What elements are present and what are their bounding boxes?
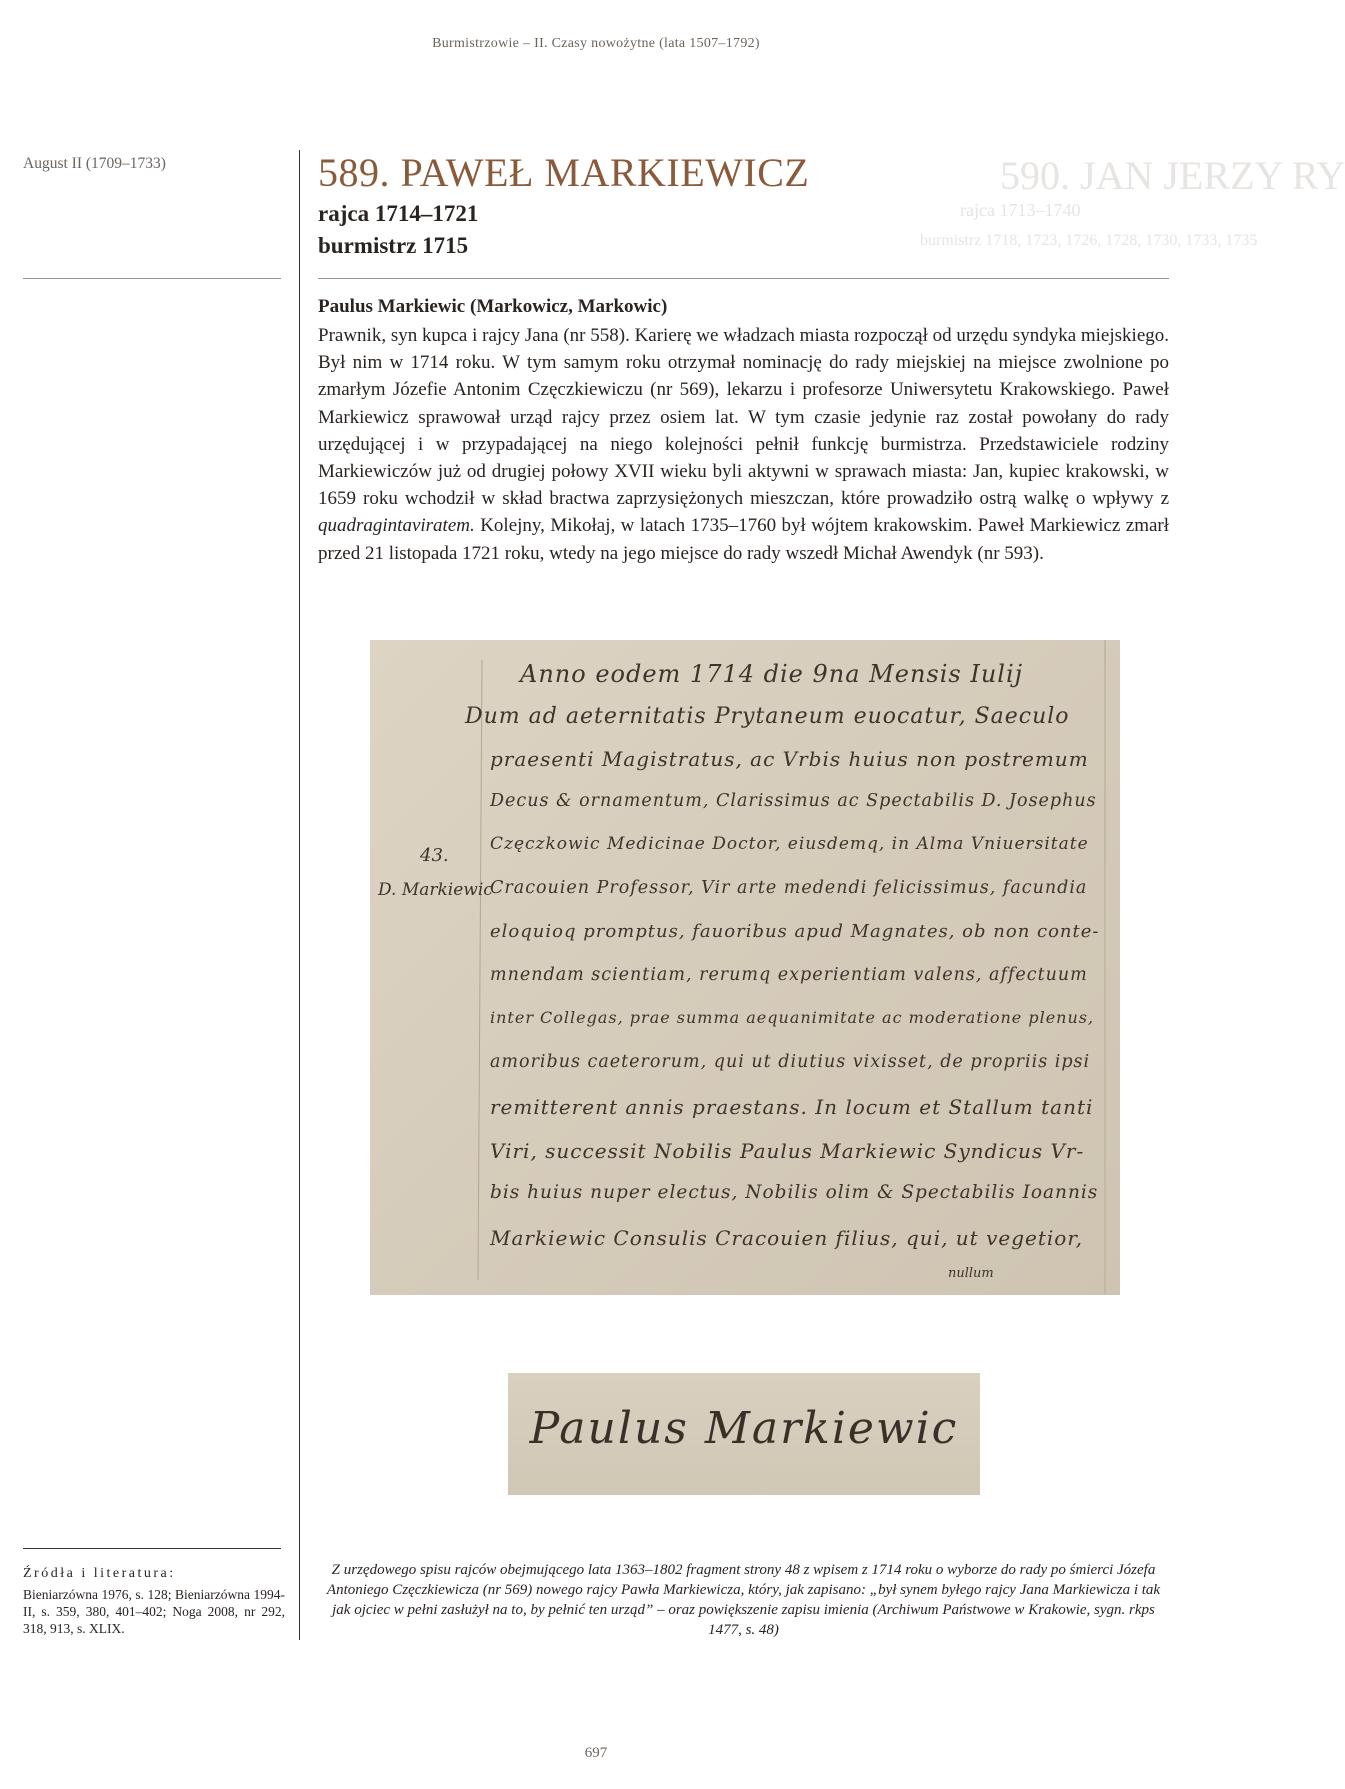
sources-rule: [23, 1548, 281, 1549]
biography-part2: Kolejny, Mikołaj, w latach 1735–1760 był wójtem krakowskim. Paweł Markiewicz zmarł przed 21 listopada 1721 roku, wtedy na jego miejsce do rady wszedł Michał Awendyk (nr 593).: [318, 515, 1170, 564]
entry-rule: [318, 278, 1169, 279]
bleed-through-line: rajca 1713–1740: [960, 200, 1081, 220]
sidebar-reign: August II (1709–1733): [23, 155, 166, 172]
signature-text: Paulus Markiewic: [529, 1403, 959, 1454]
sources-text: Bieniarzówna 1976, s. 128; Bieniarzówna 1994-II, s. 359, 380, 401–402; Noga 2008, nr 292, 318, 913, s. XLIX.: [23, 1587, 285, 1636]
manuscript-image: [370, 640, 1120, 1295]
sidebar-rule: [23, 278, 281, 279]
sources-title: Źródła i literatura:: [23, 1566, 176, 1581]
manuscript-line: mnendam scientiam, rerumq experientiam valens, affectuum: [490, 964, 1088, 985]
running-head: Burmistrzowie – II. Czasy nowożytne (lata 1507–1792): [432, 36, 760, 51]
biography-part1: Prawnik, syn kupca i rajcy Jana (nr 558). Karierę we władzach miasta rozpoczął od urzędu syndyka miejskiego. Był nim w 1714 roku. W tym samym roku otrzymał nominację do rady miejskiej na miejsce zwolnione po zmarłym Józefie Antonim Częczkiewiczu (nr 569), lekarzu i profesorze Uniwersytetu Krakowskiego. Paweł Markiewicz sprawował urząd rajcy przez osiem lat. W tym czasie jedynie raz został powołany do rady urzędującej i w przypadającej na niego kolejności pełnił funkcję burmistrza. Przedstawiciele rodziny Markiewiczów już od drugiej połowy XVII wieku byli aktywni w sprawach miasta: Jan, kupiec krakowski, w 1659 roku wchodził w skład bractwa zaprzysiężonych mieszczan, które prowadziło ostrą walkę o wpływy z: [318, 325, 1170, 510]
manuscript-line: Markiewic Consulis Cracouien filius, qui, ut vegetior,: [490, 1225, 1084, 1250]
manuscript-line: Cracouien Professor, Vir arte medendi felicissimus, facundia: [490, 877, 1088, 898]
biography: [318, 322, 1169, 567]
column-divider: [299, 150, 300, 1640]
manuscript-line: Częczkowic Medicinae Doctor, eiusdemq, in Alma Vniuersitate: [490, 834, 1089, 854]
manuscript-line: Anno eodem 1714 die 9na Mensis Iulij: [520, 660, 1024, 688]
entry-office-rajca: rajca 1714–1721: [318, 201, 479, 226]
entry-office-burmistrz: burmistrz 1715: [318, 233, 469, 258]
latin-name: Paulus Markiewic (Markowicz, Markowic): [318, 296, 668, 317]
manuscript-line: remitterent annis praestans. In locum et Stallum tanti: [490, 1095, 1094, 1119]
signature-enlargement: [508, 1373, 980, 1495]
manuscript-line: bis huius nuper electus, Nobilis olim & Spectabilis Ioannis: [490, 1182, 1099, 1203]
manuscript-line: inter Collegas, prae summa aequanimitate ac moderatione plenus,: [490, 1008, 1095, 1027]
entry-title: 589. PAWEŁ MARKIEWICZ: [318, 150, 810, 195]
manuscript-line: Viri, successit Nobilis Paulus Markiewic Syndicus Vr-: [490, 1138, 1085, 1163]
figure-caption: Z urzędowego spisu rajców obejmującego lata 1363–1802 fragment strony 48 z wpisem z 1714 roku o wyborze do rady po śmierci Józefa Antoniego Częczkiewicza (nr 569) nowego rajcy Pawła Markiewicza, który, jak zapisano: „był synem byłego rajcy Jana Markiewicza i tak jak ojciec w pełni zasłużył na to, by pełnić ten urząd” – oraz powiększenie zapisu imienia (Archiwum Państwowe w Krakowie, sygn. rkps 1477, s. 48): [326, 1562, 1161, 1638]
manuscript-line: amoribus caeterorum, qui ut diutius vixisset, de propriis ipsi: [490, 1051, 1091, 1072]
manuscript-margin-name: D. Markiewic: [378, 880, 493, 900]
bleed-through-title: 590. JAN JERZY RY: [1000, 153, 1345, 198]
manuscript-line: praesenti Magistratus, ac Vrbis huius non postremum: [490, 747, 1089, 771]
page-number: 697: [584, 1745, 608, 1761]
biography-italic-term: quadragintaviratem.: [318, 515, 475, 537]
manuscript-margin-number: 43.: [420, 845, 449, 866]
manuscript-line: Decus & ornamentum, Clarissimus ac Spectabilis D. Josephus: [490, 790, 1097, 811]
manuscript-line: Dum ad aeternitatis Prytaneum euocatur, Saeculo: [465, 703, 1070, 729]
manuscript-catchword: nullum: [948, 1266, 994, 1281]
manuscript-line: eloquioq promptus, fauoribus apud Magnates, ob non conte-: [490, 921, 1100, 942]
bleed-through-line: burmistrz 1718, 1723, 1726, 1728, 1730, 1733, 1735: [920, 232, 1258, 249]
